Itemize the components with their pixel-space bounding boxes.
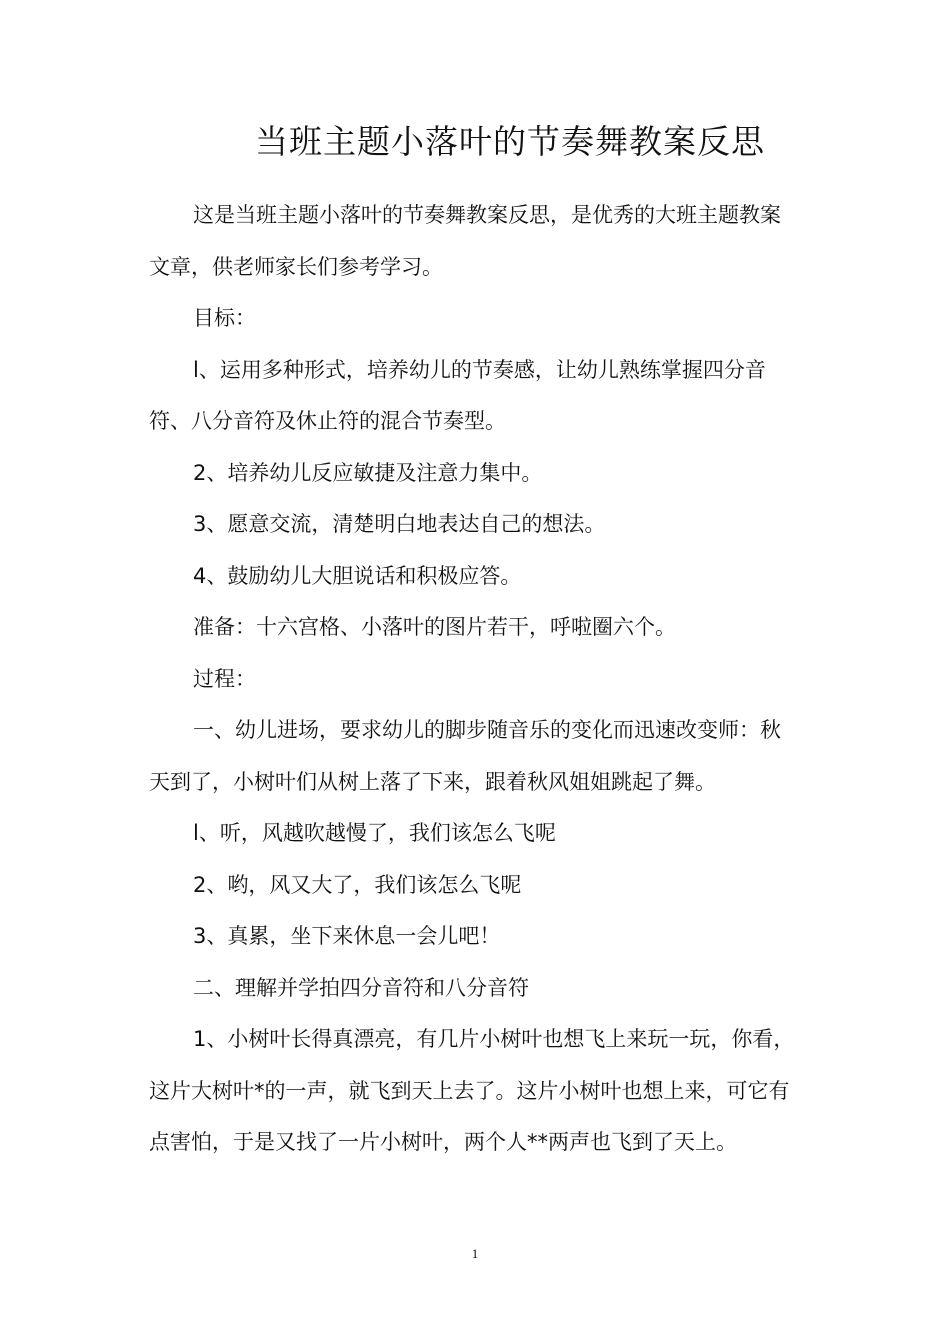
paragraph-step-1-3: 3、真累，坐下来休息一会儿吧！ (193, 924, 501, 948)
document-title: 当班主题小落叶的节奏舞教案反思 (255, 122, 765, 161)
paragraph-intro: 这是当班主题小落叶的节奏舞教案反思，是优秀的大班主题教案文章，供老师家长们参考学习。 (149, 203, 781, 279)
paragraph-step-2: 二、理解并学拍四分音符和八分音符 (193, 975, 529, 1000)
document-body (149, 190, 801, 1169)
paragraph-process-heading: 过程： (193, 666, 256, 691)
paragraph-preparation: 准备：十六宫格、小落叶的图片若干，呼啦圈六个。 (193, 615, 676, 639)
paragraph-goals-heading: 目标： (193, 306, 256, 330)
paragraph-goal-2: 2、培养幼儿反应敏捷及注意力集中。 (193, 460, 543, 485)
paragraph-step-2-1: 1、小树叶长得真漂亮，有几片小树叶也想飞上来玩一玩，你看，这片大树叶*的一声，就飞到天上去了。这片小树叶也想上来，可它有点害怕，于是又找了一片小树叶，两个人**两声也飞到了天上。 (149, 1027, 795, 1154)
paragraph-step-1-2: 2、哟，风又大了，我们该怎么飞呢 (193, 872, 522, 897)
page-number: 1 (471, 1246, 479, 1261)
paragraph-step-1: 一、幼儿进场，要求幼儿的脚步随音乐的变化而迅速改变师：秋天到了，小树叶们从树上落了下来，跟着秋风姐姐跳起了舞。 (149, 718, 781, 794)
paragraph-goal-4: 4、鼓励幼儿大胆说话和积极应答。 (193, 563, 522, 588)
paragraph-step-1-1: l、听，风越吹越慢了，我们该怎么飞呢 (193, 821, 556, 845)
paragraph-goal-1: l、运用多种形式，培养幼儿的节奏感，让幼儿熟练掌握四分音符、八分音符及休止符的混合节奏型。 (149, 357, 766, 433)
paragraph-goal-3: 3、愿意交流，清楚明白地表达自己的想法。 (193, 512, 606, 536)
